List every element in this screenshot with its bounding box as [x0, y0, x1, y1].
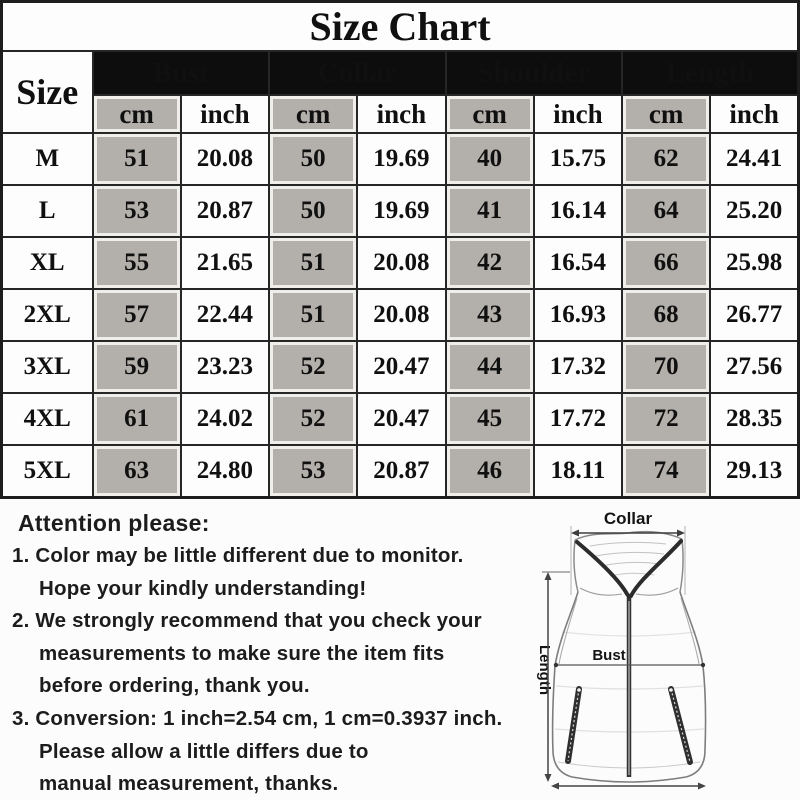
cell-collar-inch: 19.69: [357, 133, 445, 185]
unit-header-row: [2, 95, 799, 133]
collar-group-header: Collar: [269, 51, 446, 95]
length-arrowhead-bottom: [545, 774, 552, 782]
cell-shoulder-inch: 15.75: [534, 133, 622, 185]
bust-line-end-dot: [701, 663, 705, 667]
cell-shoulder-inch: 16.14: [534, 185, 622, 237]
hood-hem-line: [636, 588, 678, 595]
note-line: Hope your kindly understanding!: [39, 576, 367, 600]
cell-collar-cm: 50: [269, 185, 357, 237]
cell-collar-inch: 19.69: [357, 185, 445, 237]
table-row: [2, 185, 799, 237]
note-line: before ordering, thank you.: [39, 674, 310, 698]
bottom-arrowhead-left: [551, 783, 559, 790]
attention-notes: [12, 507, 520, 800]
vest-diagram: [518, 500, 800, 800]
armhole-seam: [681, 598, 699, 664]
cell-shoulder-inch: 16.54: [534, 237, 622, 289]
cell-bust-inch: 24.80: [181, 445, 269, 497]
note-line: Please allow a little differs due to: [39, 739, 369, 763]
cell-length-inch: 24.41: [710, 133, 798, 185]
cell-shoulder-cm: 46: [446, 445, 534, 497]
cell-bust-cm: 63: [93, 445, 181, 497]
page-title: Size Chart: [2, 2, 799, 52]
cell-collar-inch: 20.08: [357, 289, 445, 341]
cell-collar-inch: 20.47: [357, 341, 445, 393]
cell-length-inch: 25.98: [710, 237, 798, 289]
cell-collar-inch: 20.47: [357, 393, 445, 445]
cell-length-cm: 70: [622, 341, 710, 393]
collar-label: Collar: [603, 509, 653, 528]
cell-bust-cm: 59: [93, 341, 181, 393]
cell-shoulder-cm: 41: [446, 185, 534, 237]
cell-bust-cm: 55: [93, 237, 181, 289]
note-line: 1. Color may be little different due to monitor.: [12, 544, 464, 567]
cell-collar-cm: 51: [269, 289, 357, 341]
hood-hatch-line: [596, 552, 664, 556]
cell-shoulder-cm: 42: [446, 237, 534, 289]
cell-bust-cm: 57: [93, 289, 181, 341]
cell-shoulder-cm: 40: [446, 133, 534, 185]
group-header-row: [2, 51, 799, 95]
size-label: XL: [2, 237, 93, 289]
cell-length-cm: 66: [622, 237, 710, 289]
notes-heading: Attention please:: [18, 510, 210, 536]
cell-length-inch: 27.56: [710, 341, 798, 393]
armhole-seam: [559, 598, 577, 664]
length-group-header: Length: [622, 51, 799, 95]
cell-bust-inch: 20.08: [181, 133, 269, 185]
size-label: 2XL: [2, 289, 93, 341]
hood-rim: [631, 541, 681, 596]
cell-bust-cm: 61: [93, 393, 181, 445]
table-row: [2, 393, 799, 445]
bust-label: Bust: [592, 647, 626, 664]
table-row: [2, 133, 799, 185]
size-label: 3XL: [2, 341, 93, 393]
shoulder-group-header: Shoulder: [446, 51, 623, 95]
cell-bust-inch: 24.02: [181, 393, 269, 445]
cell-collar-cm: 52: [269, 393, 357, 445]
cell-length-inch: 28.35: [710, 393, 798, 445]
length-label: Length: [536, 645, 553, 695]
cell-length-cm: 72: [622, 393, 710, 445]
unit-header-cm: cm: [622, 95, 710, 133]
cell-shoulder-cm: 43: [446, 289, 534, 341]
table-row: [2, 237, 799, 289]
size-label: L: [2, 185, 93, 237]
cell-shoulder-cm: 44: [446, 341, 534, 393]
hood-hatch-line: [590, 542, 666, 546]
cell-collar-inch: 20.08: [357, 237, 445, 289]
cell-bust-inch: 23.23: [181, 341, 269, 393]
unit-header-inch: inch: [710, 95, 798, 133]
hood-rim: [577, 542, 629, 598]
note-line: manual measurement, thanks.: [39, 772, 339, 796]
cell-collar-cm: 51: [269, 237, 357, 289]
cell-bust-cm: 51: [93, 133, 181, 185]
cell-length-cm: 74: [622, 445, 710, 497]
hood-side-outline: [574, 540, 578, 592]
cell-shoulder-inch: 16.93: [534, 289, 622, 341]
size-label: M: [2, 133, 93, 185]
cell-collar-cm: 50: [269, 133, 357, 185]
cell-bust-inch: 21.65: [181, 237, 269, 289]
title-row: [2, 2, 799, 52]
right-zipper-pull: [669, 688, 673, 692]
size-label: 4XL: [2, 393, 93, 445]
cell-shoulder-inch: 17.32: [534, 341, 622, 393]
cell-shoulder-inch: 17.72: [534, 393, 622, 445]
cell-length-cm: 62: [622, 133, 710, 185]
unit-header-cm: cm: [93, 95, 181, 133]
collar-arrowhead-right: [677, 530, 685, 537]
unit-header-inch: inch: [181, 95, 269, 133]
length-arrowhead-top: [545, 572, 552, 580]
cell-length-cm: 68: [622, 289, 710, 341]
cell-length-inch: 26.77: [710, 289, 798, 341]
cell-collar-inch: 20.87: [357, 445, 445, 497]
size-label: 5XL: [2, 445, 93, 497]
note-line: 3. Conversion: 1 inch=2.54 cm, 1 cm=0.3937 inch.: [12, 706, 503, 730]
unit-header-cm: cm: [446, 95, 534, 133]
bottom-arrowhead-right: [698, 783, 706, 790]
collar-arrowhead-left: [571, 530, 579, 537]
cell-collar-cm: 53: [269, 445, 357, 497]
cell-shoulder-cm: 45: [446, 393, 534, 445]
unit-header-inch: inch: [534, 95, 622, 133]
cell-bust-cm: 53: [93, 185, 181, 237]
cell-length-inch: 29.13: [710, 445, 798, 497]
hood-hem-line: [580, 588, 622, 595]
cell-length-inch: 25.20: [710, 185, 798, 237]
hood-hatch-line: [602, 562, 660, 566]
table-row: [2, 289, 799, 341]
bust-group-header: Bust: [93, 51, 270, 95]
table-row: [2, 341, 799, 393]
note-line: measurements to make sure the item fits: [39, 641, 445, 665]
cell-length-cm: 64: [622, 185, 710, 237]
cell-bust-inch: 20.87: [181, 185, 269, 237]
unit-header-inch: inch: [357, 95, 445, 133]
cell-bust-inch: 22.44: [181, 289, 269, 341]
hood-side-outline: [680, 539, 683, 592]
cell-shoulder-inch: 18.11: [534, 445, 622, 497]
size-column-header: Size: [2, 51, 93, 133]
unit-header-cm: cm: [269, 95, 357, 133]
note-line: 2. We strongly recommend that you check your: [12, 609, 482, 633]
left-zipper-pull: [577, 688, 581, 692]
cell-collar-cm: 52: [269, 341, 357, 393]
table-row: [2, 445, 799, 497]
bust-line-end-dot: [554, 663, 558, 667]
